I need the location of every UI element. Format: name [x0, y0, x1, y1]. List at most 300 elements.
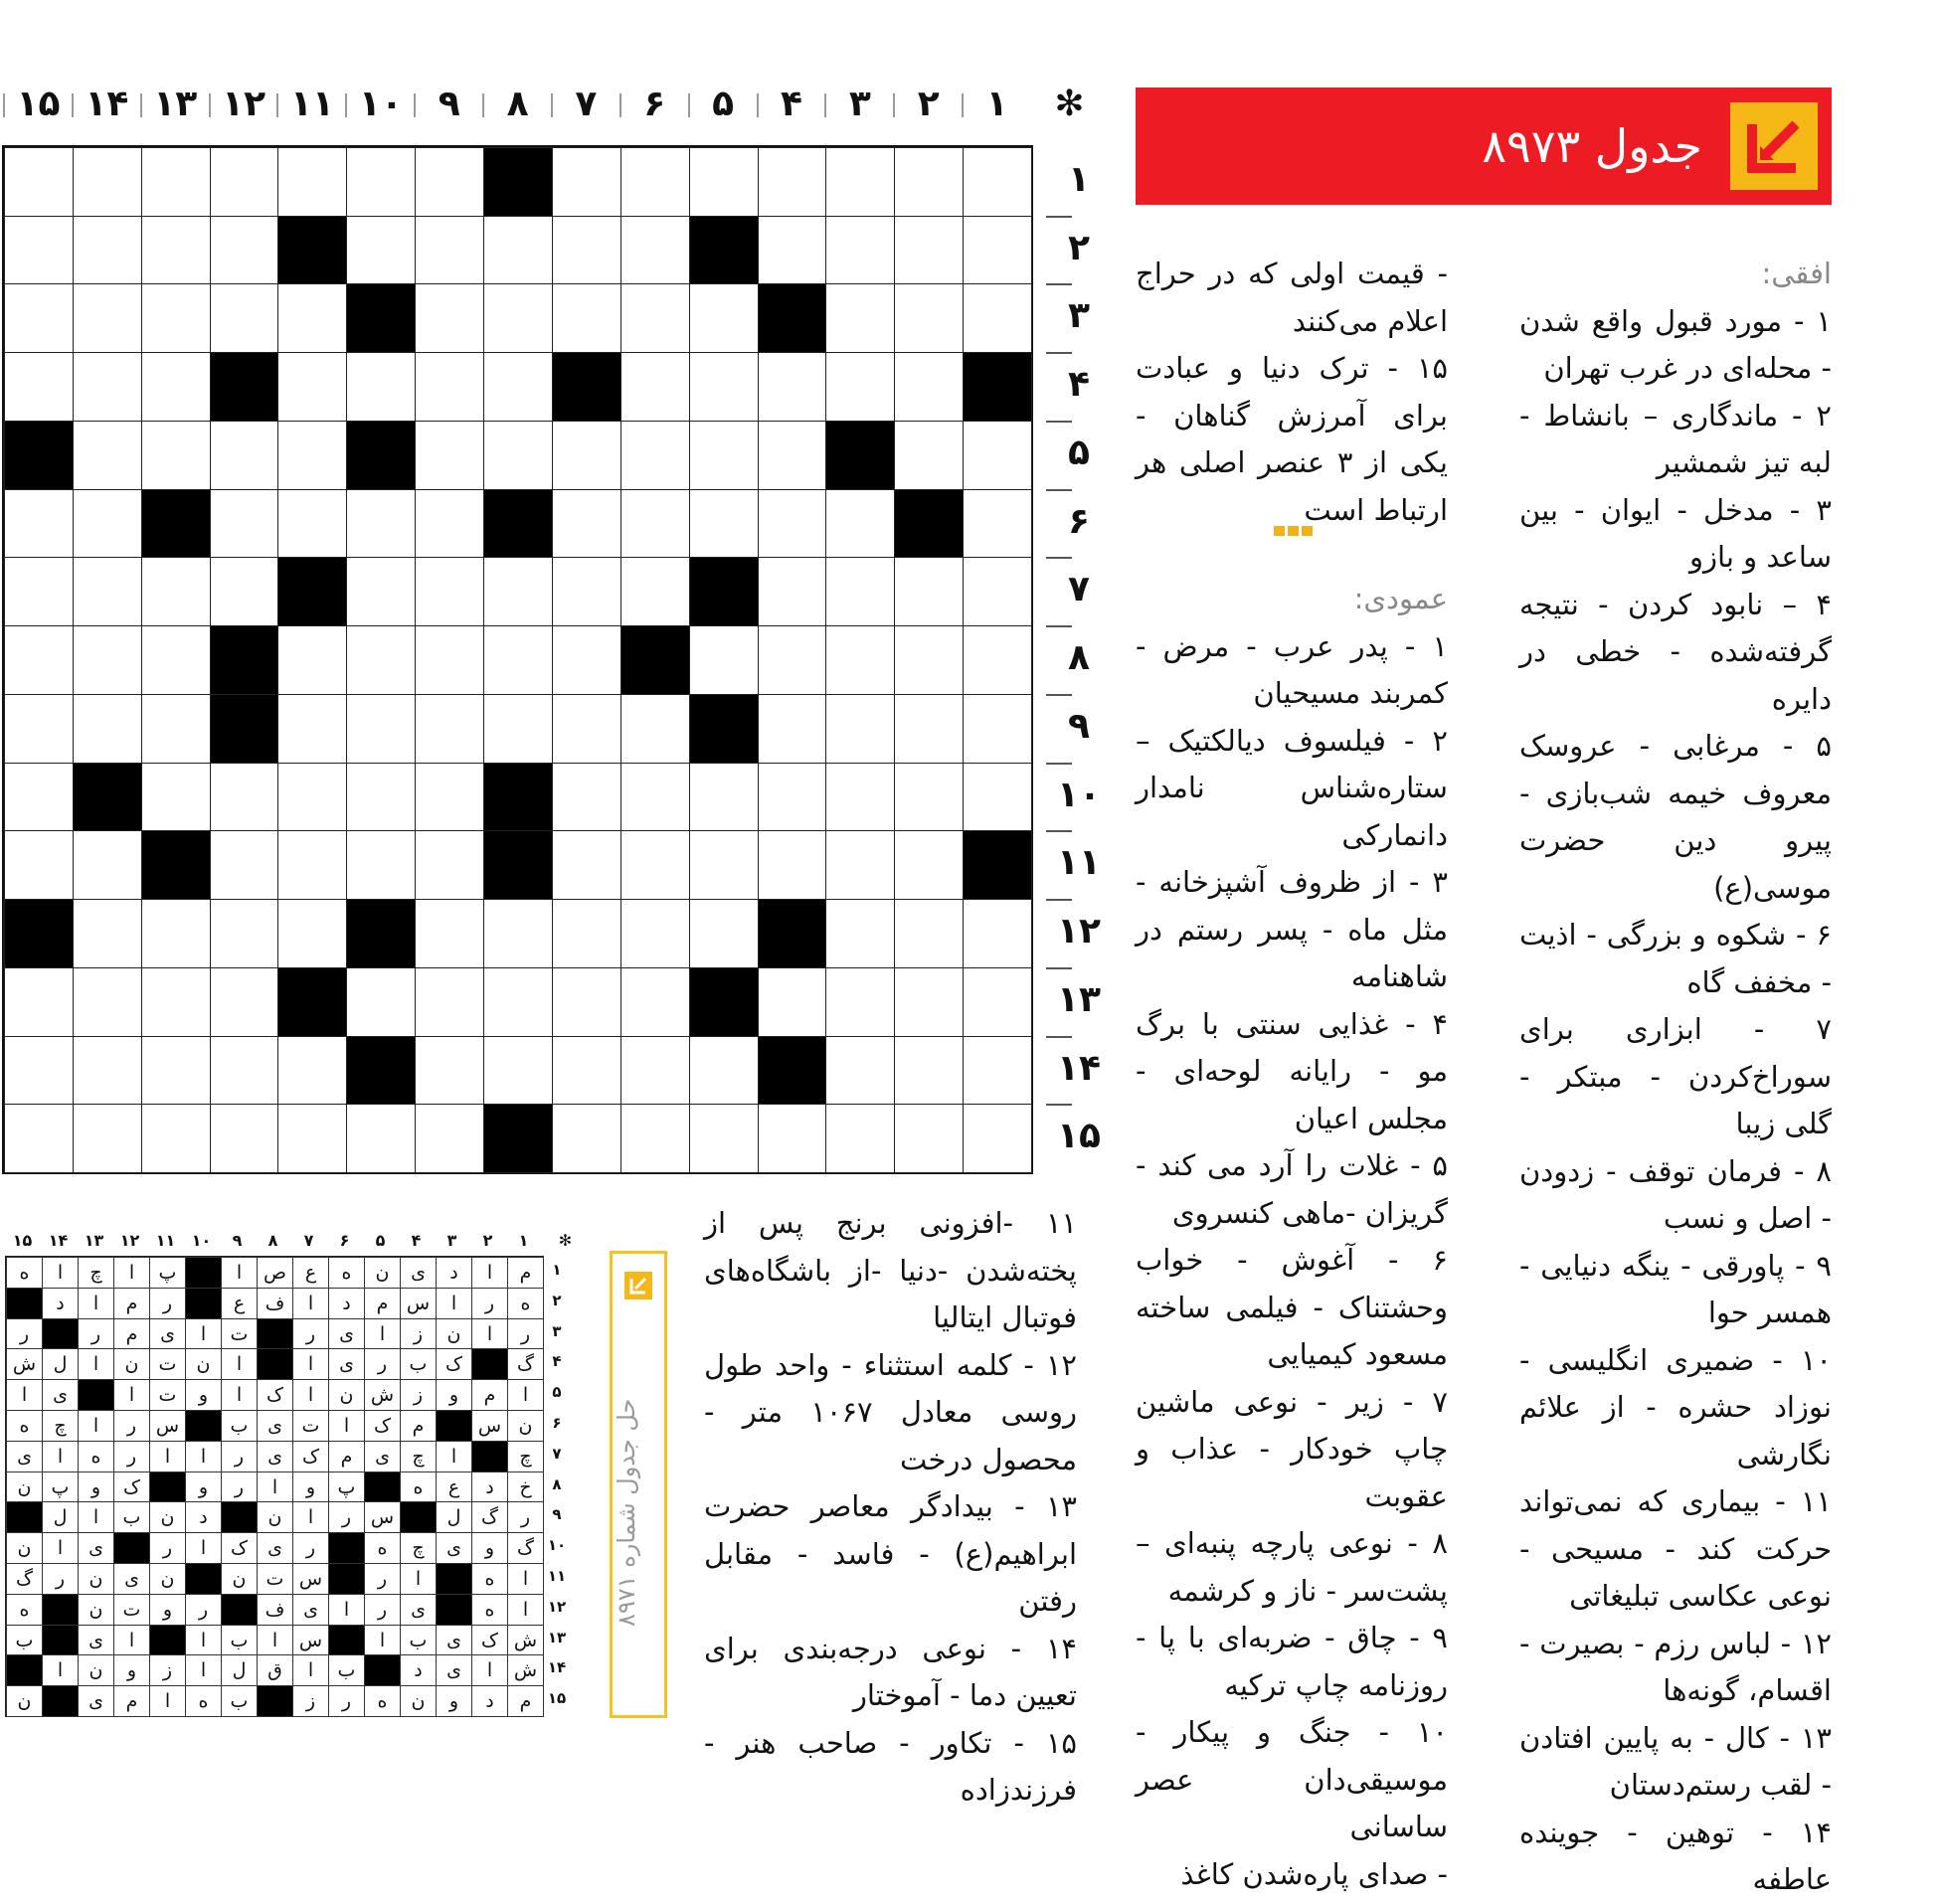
grid-cell[interactable]	[210, 1104, 279, 1173]
grid-cell[interactable]	[483, 1036, 553, 1106]
grid-cell[interactable]	[552, 694, 621, 764]
solution-cell: ر	[471, 1288, 508, 1319]
solution-cell: س	[292, 1563, 329, 1595]
grid-cell[interactable]	[825, 147, 895, 217]
grid-cell[interactable]	[689, 1036, 759, 1106]
grid-cell[interactable]	[415, 830, 484, 900]
grid-cell[interactable]	[963, 1104, 1032, 1173]
grid-cell[interactable]	[346, 489, 416, 559]
grid-cell[interactable]	[141, 625, 211, 695]
solution-cell: ا	[42, 1654, 79, 1686]
clue-text: ۷ - زیر - نوعی ماشین چاپ خودکار - عذاب و عقوبت	[1136, 1384, 1448, 1513]
grid-cell[interactable]	[552, 557, 621, 626]
grid-cell[interactable]	[415, 147, 484, 217]
grid-cell[interactable]	[73, 1036, 142, 1106]
solution-cell: ک	[436, 1348, 472, 1380]
grid-cell[interactable]	[73, 899, 142, 968]
grid-cell[interactable]	[73, 830, 142, 900]
grid-cell[interactable]	[689, 763, 759, 832]
grid-cell[interactable]	[758, 830, 827, 900]
grid-cell[interactable]	[210, 763, 279, 832]
grid-cell[interactable]	[415, 421, 484, 490]
grid-cell[interactable]	[620, 830, 690, 900]
grid-cell[interactable]	[758, 557, 827, 626]
solution-cell: ن	[400, 1685, 437, 1717]
grid-cell[interactable]	[4, 967, 74, 1037]
grid-cell[interactable]	[346, 147, 416, 217]
grid-cell[interactable]	[483, 625, 553, 695]
grid-cell[interactable]	[963, 899, 1032, 968]
grid-cell[interactable]	[620, 147, 690, 217]
grid-cell[interactable]	[4, 489, 74, 559]
solution-cell: ب	[400, 1625, 437, 1656]
grid-cell[interactable]	[689, 283, 759, 353]
grid-cell[interactable]	[552, 763, 621, 832]
column-number: ۹	[438, 84, 460, 124]
grid-cell[interactable]	[758, 694, 827, 764]
solution-cell: و	[292, 1471, 329, 1503]
grid-cell[interactable]	[483, 967, 553, 1037]
column-number: ۲	[917, 84, 940, 124]
grid-cell[interactable]	[73, 147, 142, 217]
solution-black-cell	[364, 1654, 401, 1686]
grid-cell[interactable]	[963, 489, 1032, 559]
grid-cell[interactable]	[758, 489, 827, 559]
grid-cell[interactable]	[620, 694, 690, 764]
grid-cell[interactable]	[210, 283, 279, 353]
grid-cell[interactable]	[4, 557, 74, 626]
clue-text: - صدای پاره‌شدن کاغذ	[1180, 1856, 1448, 1891]
grid-cell[interactable]	[689, 625, 759, 695]
clue-text: ۵ - غلات را آرد می کند - گریزان -ماهی کنسروی	[1136, 1148, 1448, 1230]
row-number: ۸	[1068, 637, 1090, 679]
grid-cell[interactable]	[894, 625, 964, 695]
grid-cell[interactable]	[277, 830, 347, 900]
solution-cell: ز	[292, 1685, 329, 1717]
grid-cell[interactable]	[758, 763, 827, 832]
grid-cell[interactable]	[620, 216, 690, 285]
grid-cell[interactable]	[620, 763, 690, 832]
grid-cell[interactable]	[277, 1036, 347, 1106]
row-separator	[1046, 1104, 1072, 1106]
grid-cell[interactable]	[620, 352, 690, 422]
row-number: ۷	[1068, 569, 1090, 610]
grid-cell[interactable]	[483, 899, 553, 968]
grid-cell[interactable]	[210, 830, 279, 900]
grid-cell[interactable]	[483, 557, 553, 626]
grid-cell[interactable]	[963, 625, 1032, 695]
grid-cell[interactable]	[346, 967, 416, 1037]
grid-cell[interactable]	[963, 421, 1032, 490]
grid-cell[interactable]	[346, 216, 416, 285]
solution-cell: ف	[257, 1288, 293, 1319]
clue-text: ۸ - نوعی پارچه پنبه‌ای – پشت‌سر - ناز و کرشمه	[1136, 1526, 1448, 1608]
grid-cell[interactable]	[620, 283, 690, 353]
grid-cell[interactable]	[758, 967, 827, 1037]
solution-label: حل جدول شماره ۸۹۷۱	[613, 1398, 640, 1627]
grid-cell[interactable]	[620, 967, 690, 1037]
grid-cell[interactable]	[73, 216, 142, 285]
grid-cell[interactable]	[73, 967, 142, 1037]
grid-cell[interactable]	[277, 899, 347, 968]
black-cell	[689, 967, 759, 1037]
grid-cell[interactable]	[4, 694, 74, 764]
solution-cell: ه	[400, 1471, 437, 1503]
grid-cell[interactable]	[689, 147, 759, 217]
clue-text: ۱ - مورد قبول واقع شدن - محله‌ای در غرب تهران	[1519, 303, 1832, 385]
clue-text: ۸ - فرمان توقف - زدودن - اصل و نسب	[1519, 1153, 1832, 1235]
grid-cell[interactable]	[210, 421, 279, 490]
grid-cell[interactable]	[141, 763, 211, 832]
grid-cell[interactable]	[277, 1104, 347, 1173]
grid-cell[interactable]	[963, 763, 1032, 832]
grid-cell[interactable]	[4, 1104, 74, 1173]
grid-cell[interactable]	[552, 421, 621, 490]
grid-cell[interactable]	[620, 557, 690, 626]
grid-cell[interactable]	[758, 216, 827, 285]
solution-cell: و	[471, 1532, 508, 1564]
grid-cell[interactable]	[894, 352, 964, 422]
black-cell	[689, 557, 759, 626]
grid-cell[interactable]	[210, 967, 279, 1037]
grid-cell[interactable]	[4, 625, 74, 695]
grid-cell[interactable]	[73, 625, 142, 695]
grid-cell[interactable]	[141, 967, 211, 1037]
solution-black-cell	[257, 1685, 293, 1717]
clue-text: ۱۴ - نوعی درجه‌بندی برای تعیین دما - آموختار	[704, 1631, 1077, 1712]
grid-cell[interactable]	[758, 352, 827, 422]
grid-cell[interactable]	[210, 899, 279, 968]
grid-cell[interactable]	[346, 1104, 416, 1173]
grid-cell[interactable]	[141, 147, 211, 217]
grid-cell[interactable]	[894, 147, 964, 217]
grid-cell[interactable]	[4, 352, 74, 422]
clue-text: ۹ - چاق - ضربه‌ای با پا - روزنامه چاپ ترکیه	[1136, 1621, 1448, 1702]
clue-text: ۱۱ -افزونی برنج پس از پخته‌شدن -دنیا -از باشگاه‌های فوتبال ایتالیا	[704, 1206, 1077, 1334]
solution-cell: م	[507, 1257, 544, 1289]
clue-text: ۲ - ماندگاری – بانشاط - لبه تیز شمشیر	[1519, 398, 1832, 479]
black-cell	[73, 763, 142, 832]
grid-cell[interactable]	[141, 1036, 211, 1106]
solution-black-cell	[364, 1471, 401, 1503]
grid-cell[interactable]	[483, 421, 553, 490]
grid-cell[interactable]	[141, 216, 211, 285]
grid-cell[interactable]	[4, 763, 74, 832]
solution-column-number: ۴	[411, 1231, 422, 1250]
grid-cell[interactable]	[277, 352, 347, 422]
grid-cell[interactable]	[894, 421, 964, 490]
solution-column-number: ۲	[482, 1231, 493, 1250]
grid-cell[interactable]	[483, 283, 553, 353]
grid-cell[interactable]	[141, 421, 211, 490]
grid-cell[interactable]	[277, 283, 347, 353]
column-number: ۱۱	[289, 84, 334, 124]
grid-cell[interactable]	[210, 489, 279, 559]
divider-dots	[1271, 521, 1313, 531]
grid-cell[interactable]	[963, 147, 1032, 217]
grid-cell[interactable]	[552, 489, 621, 559]
grid-cell[interactable]	[825, 557, 895, 626]
grid-cell[interactable]	[141, 352, 211, 422]
grid-cell[interactable]	[620, 421, 690, 490]
grid-cell[interactable]	[415, 1036, 484, 1106]
grid-cell[interactable]	[552, 1104, 621, 1173]
grid-cell[interactable]	[825, 967, 895, 1037]
solution-cell: د	[471, 1685, 508, 1717]
grid-cell[interactable]	[73, 694, 142, 764]
solution-cell: ا	[113, 1379, 150, 1411]
solution-cell: ا	[400, 1563, 437, 1595]
black-cell	[483, 830, 553, 900]
solution-cell: ه	[328, 1257, 365, 1289]
grid-cell[interactable]	[346, 625, 416, 695]
grid-cell[interactable]	[346, 763, 416, 832]
solution-cell: ک	[292, 1441, 329, 1472]
grid-cell[interactable]	[963, 557, 1032, 626]
grid-cell[interactable]	[346, 830, 416, 900]
grid-cell[interactable]	[277, 625, 347, 695]
grid-cell[interactable]	[346, 694, 416, 764]
grid-cell[interactable]	[277, 489, 347, 559]
grid-cell[interactable]	[894, 899, 964, 968]
row-separator	[1046, 216, 1072, 218]
solution-cell: ب	[113, 1501, 150, 1533]
solution-black-cell	[42, 1594, 79, 1626]
grid-cell[interactable]	[415, 625, 484, 695]
grid-cell[interactable]	[620, 1036, 690, 1106]
solution-black-cell	[113, 1532, 150, 1564]
solution-cell: ن	[507, 1410, 544, 1442]
grid-cell[interactable]	[73, 421, 142, 490]
row-number: ۱	[1068, 159, 1090, 200]
grid-cell[interactable]	[552, 1036, 621, 1106]
grid-cell[interactable]	[73, 557, 142, 626]
solution-cell: ا	[436, 1441, 472, 1472]
solution-black-cell	[6, 1501, 43, 1533]
solution-cell: ن	[6, 1685, 43, 1717]
vertical-heading: عمودی:	[1353, 582, 1448, 615]
solution-black-cell	[149, 1471, 186, 1503]
solution-black-cell	[400, 1501, 437, 1533]
grid-cell[interactable]	[620, 489, 690, 559]
solution-cell: ع	[436, 1471, 472, 1503]
grid-cell[interactable]	[277, 421, 347, 490]
column-number: ۷	[575, 84, 598, 124]
grid-cell[interactable]	[415, 967, 484, 1037]
grid-cell[interactable]	[825, 899, 895, 968]
grid-cell[interactable]	[483, 352, 553, 422]
solution-cell: ن	[149, 1563, 186, 1595]
grid-cell[interactable]	[689, 1104, 759, 1173]
grid-cell[interactable]	[552, 625, 621, 695]
grid-cell[interactable]	[141, 283, 211, 353]
solution-cell: ن	[328, 1379, 365, 1411]
grid-cell[interactable]	[689, 830, 759, 900]
grid-cell[interactable]	[825, 763, 895, 832]
grid-cell[interactable]	[758, 147, 827, 217]
solution-black-cell	[42, 1318, 79, 1350]
black-cell	[346, 1036, 416, 1106]
solution-cell: ر	[113, 1441, 150, 1472]
solution-cell: د	[471, 1471, 508, 1503]
grid-cell[interactable]	[277, 763, 347, 832]
grid-cell[interactable]	[689, 489, 759, 559]
solution-cell: ر	[221, 1471, 258, 1503]
solution-cell: ا	[42, 1257, 79, 1289]
grid-cell[interactable]	[894, 967, 964, 1037]
grid-cell[interactable]	[210, 557, 279, 626]
solution-cell: ر	[185, 1594, 222, 1626]
grid-cell[interactable]	[210, 147, 279, 217]
solution-column-number: ۱۵	[12, 1231, 33, 1250]
grid-cell[interactable]	[963, 967, 1032, 1037]
grid-cell[interactable]	[825, 352, 895, 422]
column-number: ۳	[848, 84, 871, 124]
grid-cell[interactable]	[894, 1036, 964, 1106]
grid-cell[interactable]	[415, 763, 484, 832]
grid-cell[interactable]	[894, 216, 964, 285]
solution-cell: ی	[78, 1685, 114, 1717]
solution-cell: ر	[6, 1318, 43, 1350]
grid-cell[interactable]	[963, 694, 1032, 764]
solution-row-number: ۳	[552, 1321, 562, 1340]
grid-cell[interactable]	[415, 489, 484, 559]
grid-cell[interactable]	[346, 557, 416, 626]
grid-cell[interactable]	[825, 830, 895, 900]
grid-cell[interactable]	[689, 899, 759, 968]
grid-cell[interactable]	[552, 830, 621, 900]
grid-cell[interactable]	[415, 694, 484, 764]
grid-cell[interactable]	[73, 283, 142, 353]
grid-cell[interactable]	[141, 694, 211, 764]
grid-cell[interactable]	[277, 147, 347, 217]
grid-cell[interactable]	[552, 216, 621, 285]
grid-cell[interactable]	[346, 352, 416, 422]
grid-cell[interactable]	[141, 557, 211, 626]
solution-cell: و	[436, 1379, 472, 1411]
solution-row-number: ۲	[552, 1291, 562, 1309]
solution-cell: ی	[257, 1410, 293, 1442]
grid-cell[interactable]	[894, 830, 964, 900]
grid-cell[interactable]	[73, 352, 142, 422]
grid-cell[interactable]	[758, 1104, 827, 1173]
grid-cell[interactable]	[552, 283, 621, 353]
solution-cell: ه	[364, 1532, 401, 1564]
grid-cell[interactable]	[415, 1104, 484, 1173]
grid-cell[interactable]	[963, 216, 1032, 285]
grid-cell[interactable]	[415, 216, 484, 285]
grid-cell[interactable]	[4, 283, 74, 353]
solution-cell: ا	[113, 1257, 150, 1289]
grid-cell[interactable]	[894, 694, 964, 764]
grid-cell[interactable]	[483, 694, 553, 764]
grid-cell[interactable]	[825, 489, 895, 559]
grid-cell[interactable]	[210, 1036, 279, 1106]
solution-cell: ر	[113, 1410, 150, 1442]
grid-cell[interactable]	[894, 283, 964, 353]
grid-cell[interactable]	[4, 216, 74, 285]
grid-cell[interactable]	[825, 625, 895, 695]
grid-cell[interactable]	[552, 147, 621, 217]
grid-cell[interactable]	[825, 283, 895, 353]
clue-text: ۲ - فیلسوف دیالکتیک – ستاره‌شناس نامدار دانمارکی	[1136, 723, 1448, 852]
solution-cell: ک	[364, 1410, 401, 1442]
clue-text: ۱۵ - ترک دنیا و عبادت برای آمرزش گناهان - یکی از ۳ عنصر اصلی هر ارتباط است	[1136, 351, 1448, 527]
grid-cell[interactable]	[825, 216, 895, 285]
grid-cell[interactable]	[141, 1104, 211, 1173]
grid-cell[interactable]	[552, 967, 621, 1037]
solution-cell: ی	[436, 1532, 472, 1564]
grid-cell[interactable]	[825, 694, 895, 764]
solution-cell: ب	[221, 1685, 258, 1717]
grid-cell[interactable]	[4, 830, 74, 900]
grid-cell[interactable]	[825, 1036, 895, 1106]
column-number: ۴	[781, 84, 803, 124]
grid-cell[interactable]	[210, 216, 279, 285]
solution-black-cell	[328, 1625, 365, 1656]
solution-cell: و	[185, 1471, 222, 1503]
solution-cell: ن	[257, 1501, 293, 1533]
grid-cell[interactable]	[415, 283, 484, 353]
clue-column-vertical-continued	[704, 1200, 1077, 1815]
grid-cell[interactable]	[415, 352, 484, 422]
solution-cell: ا	[292, 1288, 329, 1319]
row-separator	[1046, 421, 1072, 423]
grid-cell[interactable]	[415, 557, 484, 626]
grid-cell[interactable]	[894, 557, 964, 626]
solution-black-cell	[42, 1625, 79, 1656]
grid-cell[interactable]	[689, 352, 759, 422]
grid-cell[interactable]	[73, 489, 142, 559]
grid-cell[interactable]	[963, 283, 1032, 353]
solution-cell: ا	[42, 1532, 79, 1564]
row-number: ۲	[1068, 227, 1090, 268]
grid-cell[interactable]	[415, 899, 484, 968]
solution-cell: ا	[364, 1625, 401, 1656]
grid-cell[interactable]	[4, 147, 74, 217]
grid-cell[interactable]	[277, 694, 347, 764]
solution-cell: ی	[257, 1441, 293, 1472]
solution-column-number: ۶	[339, 1231, 350, 1250]
grid-cell[interactable]	[758, 625, 827, 695]
grid-cell[interactable]	[689, 421, 759, 490]
grid-cell[interactable]	[141, 899, 211, 968]
solution-cell: ا	[328, 1410, 365, 1442]
grid-cell[interactable]	[483, 216, 553, 285]
solution-cell: ا	[78, 1348, 114, 1380]
grid-cell[interactable]	[825, 1104, 895, 1173]
grid-cell[interactable]	[4, 1036, 74, 1106]
grid-cell[interactable]	[894, 763, 964, 832]
grid-cell[interactable]	[758, 421, 827, 490]
solution-row-number: ۱۰	[547, 1536, 567, 1555]
grid-cell[interactable]	[894, 1104, 964, 1173]
grid-cell[interactable]	[620, 1104, 690, 1173]
solution-cell: ر	[221, 1441, 258, 1472]
solution-cell: ی	[400, 1594, 437, 1626]
grid-cell[interactable]	[963, 1036, 1032, 1106]
grid-cell[interactable]	[620, 899, 690, 968]
solution-cell: چ	[42, 1410, 79, 1442]
solution-column-headers	[10, 1231, 573, 1255]
grid-cell[interactable]	[73, 1104, 142, 1173]
solution-cell: س	[471, 1410, 508, 1442]
column-number: ۸	[506, 84, 529, 124]
column-number: ۵	[712, 84, 735, 124]
solution-black-cell	[471, 1348, 508, 1380]
row-number: ۳	[1068, 295, 1090, 337]
grid-cell[interactable]	[552, 899, 621, 968]
